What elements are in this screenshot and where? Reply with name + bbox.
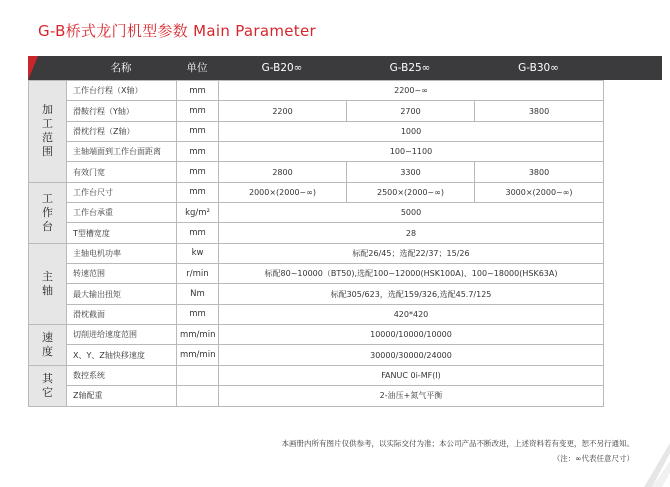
row-value: 2200~∞ xyxy=(219,81,604,101)
row-value: 420*420 xyxy=(219,304,604,324)
row-value: 28 xyxy=(219,223,604,243)
row-value: FANUC 0i-MF(I) xyxy=(219,365,604,385)
row-value: 10000/10000/10000 xyxy=(219,325,604,345)
row-unit xyxy=(177,365,219,385)
row-item: 工作台承重 xyxy=(67,203,177,223)
row-unit: kg/m² xyxy=(177,203,219,223)
table-row xyxy=(29,284,604,304)
symbol-note: （注：∞代表任意尺寸） xyxy=(552,454,634,463)
row-value: 标配26/45；选配22/37；15/26 xyxy=(219,243,604,263)
row-value: 100~1100 xyxy=(219,142,604,162)
table-row xyxy=(29,304,604,324)
disclaimer-note: 本画册内所有图片仅供参考，以实际交付为准；本公司产品不断改进，上述资料若有变更，恕不另行通知。 xyxy=(281,439,634,448)
row-item: 滑鞍行程（Y轴） xyxy=(67,101,177,121)
table-row xyxy=(29,223,604,243)
row-item: 主轴电机功率 xyxy=(67,243,177,263)
row-value-model-2: 2500×(2000~∞) xyxy=(347,182,475,202)
row-value-model-3: 3000×(2000~∞) xyxy=(475,182,604,202)
row-item: Z轴配重 xyxy=(67,386,177,406)
row-item: 转速范围 xyxy=(67,264,177,284)
row-unit: mm/min xyxy=(177,325,219,345)
row-unit: Nm xyxy=(177,284,219,304)
group-speed: 速度 xyxy=(29,325,67,366)
table-row xyxy=(29,345,604,365)
row-value-model-1: 2200 xyxy=(219,101,347,121)
header-model-2: G-B25∞ xyxy=(389,62,431,74)
row-item: 工作台尺寸 xyxy=(67,182,177,202)
table-row xyxy=(29,386,604,406)
table-row xyxy=(29,325,604,345)
row-unit: mm xyxy=(177,142,219,162)
row-item: 滑枕截面 xyxy=(67,304,177,324)
row-value: 标配305/623，选配159/326,选配45.7/125 xyxy=(219,284,604,304)
row-value: 标配80~10000（BT50),选配100~12000(HSK100A)、100~18000(HSK63A) xyxy=(219,264,604,284)
row-item: 数控系统 xyxy=(67,365,177,385)
row-item: T型槽宽度 xyxy=(67,223,177,243)
row-value: 1000 xyxy=(219,121,604,141)
row-value: 2-油压+氮气平衡 xyxy=(219,386,604,406)
header-name: 名称 xyxy=(110,62,132,74)
row-value-model-2: 2700 xyxy=(347,101,475,121)
group-spindle: 主轴 xyxy=(29,243,67,324)
row-value: 5000 xyxy=(219,203,604,223)
row-unit xyxy=(177,386,219,406)
row-unit: r/min xyxy=(177,264,219,284)
header-model-3: G-B30∞ xyxy=(518,62,559,74)
table-row xyxy=(29,182,604,202)
table-row xyxy=(29,203,604,223)
parameter-table xyxy=(28,80,604,407)
row-unit: mm xyxy=(177,182,219,202)
table-row xyxy=(29,365,604,385)
row-unit: mm xyxy=(177,101,219,121)
row-value-model-3: 3800 xyxy=(475,162,604,182)
row-item: 工作台行程（X轴） xyxy=(67,81,177,101)
table-row xyxy=(29,121,604,141)
header-model-1: G-B20∞ xyxy=(261,62,303,74)
row-unit: mm xyxy=(177,121,219,141)
row-value: 30000/30000/24000 xyxy=(219,345,604,365)
row-unit: mm xyxy=(177,81,219,101)
header-accent-stripe xyxy=(28,56,38,80)
row-value-model-1: 2800 xyxy=(219,162,347,182)
table-row xyxy=(29,162,604,182)
row-item: 最大输出扭矩 xyxy=(67,284,177,304)
table-row xyxy=(29,101,604,121)
row-item: X、Y、Z轴快移速度 xyxy=(67,345,177,365)
corner-stripes-decoration xyxy=(644,443,670,487)
group-other: 其它 xyxy=(29,365,67,406)
row-item: 滑枕行程（Z轴） xyxy=(67,121,177,141)
row-value-model-1: 2000×(2000~∞) xyxy=(219,182,347,202)
row-unit: mm xyxy=(177,162,219,182)
row-item: 主轴端面到工作台面距离 xyxy=(67,142,177,162)
row-unit: mm/min xyxy=(177,345,219,365)
row-unit: kw xyxy=(177,243,219,263)
row-value-model-3: 3800 xyxy=(475,101,604,121)
row-unit: mm xyxy=(177,223,219,243)
group-processing-range: 加工范围 xyxy=(29,81,67,183)
table-row xyxy=(29,243,604,263)
row-unit: mm xyxy=(177,304,219,324)
table-row xyxy=(29,264,604,284)
row-item: 有效门宽 xyxy=(67,162,177,182)
table-row xyxy=(29,81,604,101)
header-unit: 单位 xyxy=(186,62,208,74)
table-row xyxy=(29,142,604,162)
group-worktable: 工作台 xyxy=(29,182,67,243)
row-value-model-2: 3300 xyxy=(347,162,475,182)
page-title: G-B桥式龙门机型参数 Main Parameter xyxy=(38,22,316,40)
row-item: 切削进给速度范围 xyxy=(67,325,177,345)
